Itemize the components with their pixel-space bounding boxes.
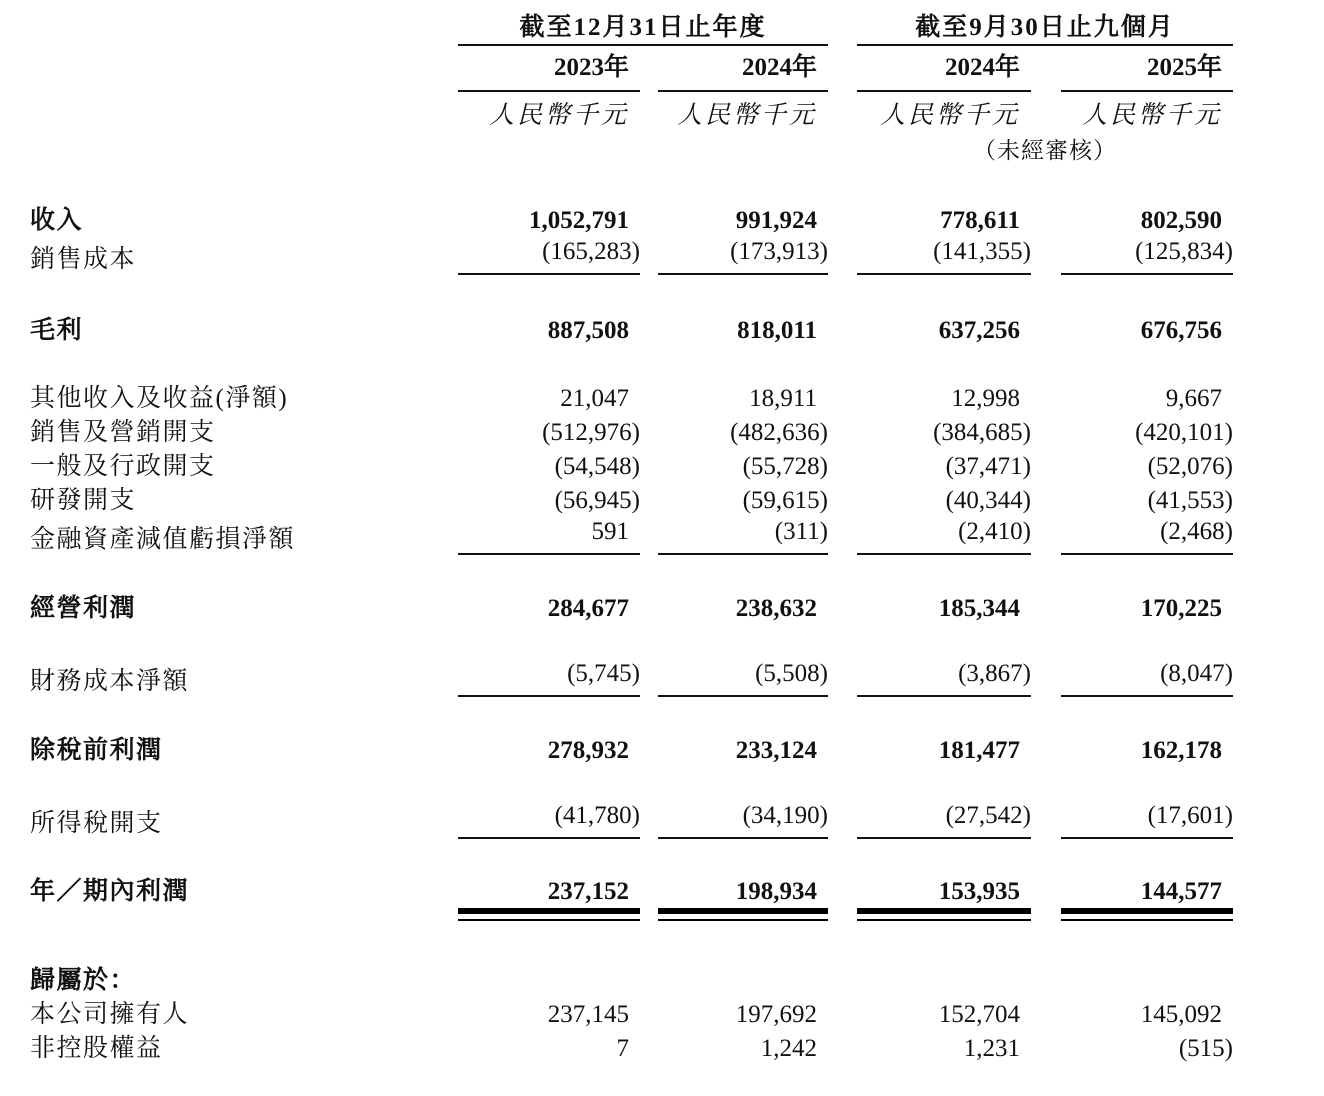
table-row-non-controlling-interests (30, 1031, 1324, 1065)
cell-9m2024: (37,471) (945, 453, 1031, 480)
spacer (30, 625, 1324, 659)
cell-9m2024: 12,998 (951, 385, 1020, 412)
cell-fy2023: 887,508 (547, 317, 629, 344)
spacer (30, 839, 1324, 874)
cell-fy2023: 1,052,791 (529, 207, 629, 234)
year-header-fy2023: 2023年 (458, 46, 640, 92)
cell-9m2025: 144,577 (1140, 878, 1222, 905)
cell-fy2023: 21,047 (560, 385, 629, 412)
table-row-other-income (30, 381, 1324, 415)
table-row-operating-profit (30, 591, 1324, 625)
cell-9m2024: 153,935 (938, 878, 1020, 905)
year-header-row (30, 46, 1324, 92)
table-row-revenue (30, 203, 1324, 237)
row-label: 所得稅開支 (30, 810, 163, 837)
table-row-attributable-to (30, 963, 1324, 997)
table-row-income-tax (30, 801, 1324, 839)
unit-label: 人民幣千元 (1081, 102, 1222, 129)
cell-fy2024: (482,636) (730, 419, 828, 446)
double-rule (458, 908, 640, 921)
cell-9m2024: (27,542) (857, 801, 1031, 839)
cell-fy2024: 1,242 (760, 1035, 817, 1062)
cell-9m2025: (41,553) (1147, 487, 1233, 514)
cell-fy2024: 198,934 (735, 878, 817, 905)
cell-9m2025: 170,225 (1140, 595, 1222, 622)
row-label: 金融資產減值虧損淨額 (30, 526, 296, 553)
row-label: 財務成本淨額 (30, 668, 190, 695)
cell-fy2024: (55,728) (742, 453, 828, 480)
unit-label: 人民幣千元 (879, 102, 1020, 129)
spacer (30, 922, 1324, 963)
table-row-impairment-losses (30, 517, 1324, 555)
cell-9m2024: 637,256 (938, 317, 1020, 344)
row-label: 歸屬於： (30, 967, 137, 994)
row-label: 本公司擁有人 (30, 1001, 190, 1028)
cell-fy2024: 818,011 (737, 317, 817, 344)
cell-fy2023: (5,745) (458, 659, 640, 697)
cell-fy2023: (56,945) (554, 487, 640, 514)
spacer (30, 164, 1324, 203)
spacer (30, 555, 1324, 591)
table-row-research-development (30, 483, 1324, 517)
cell-9m2024: 185,344 (938, 595, 1020, 622)
cell-9m2025: 9,667 (1165, 385, 1222, 412)
period-group-header-row (30, 12, 1324, 46)
cell-fy2023: 278,932 (547, 737, 629, 764)
cell-fy2023: (41,780) (458, 801, 640, 839)
cell-fy2024: 991,924 (735, 207, 817, 234)
row-label: 一般及行政開支 (30, 453, 216, 480)
cell-fy2024: 18,911 (749, 385, 817, 412)
cell-9m2024: 152,704 (938, 1001, 1020, 1028)
table-row-profit-before-tax (30, 733, 1324, 767)
cell-fy2023: 591 (458, 517, 640, 555)
double-rule (658, 908, 828, 921)
cell-9m2024: (2,410) (857, 517, 1031, 555)
cell-9m2024: (384,685) (933, 419, 1031, 446)
cell-fy2023: (165,283) (458, 237, 640, 275)
cell-9m2025: (52,076) (1147, 453, 1233, 480)
cell-9m2025: (17,601) (1061, 801, 1233, 839)
cell-fy2023: 237,152 (547, 878, 629, 905)
table-row-selling-marketing (30, 415, 1324, 449)
cell-9m2025: 802,590 (1140, 207, 1222, 234)
cell-fy2024: (311) (658, 517, 828, 555)
cell-9m2024: 1,231 (963, 1035, 1020, 1062)
table-row-owners-of-company (30, 997, 1324, 1031)
table-row-cost-of-sales (30, 237, 1324, 275)
table-row-general-admin (30, 449, 1324, 483)
period-header-nine-months: 截至9月30日止九個月 (857, 12, 1233, 46)
cell-9m2025: (420,101) (1135, 419, 1233, 446)
double-rule (1061, 908, 1233, 921)
cell-fy2024: (34,190) (658, 801, 828, 839)
cell-9m2024: (40,344) (945, 487, 1031, 514)
row-label: 銷售及營銷開支 (30, 419, 216, 446)
cell-fy2023: 237,145 (547, 1001, 629, 1028)
double-rule (857, 908, 1031, 921)
spacer (30, 767, 1324, 801)
spacer (30, 347, 1324, 381)
row-label: 其他收入及收益(淨額) (30, 385, 289, 412)
cell-9m2025: 676,756 (1140, 317, 1222, 344)
cell-fy2024: (59,615) (742, 487, 828, 514)
cell-fy2023: 7 (616, 1035, 629, 1062)
year-header-fy2024: 2024年 (658, 46, 828, 92)
cell-fy2024: 233,124 (735, 737, 817, 764)
cell-fy2024: (173,913) (658, 237, 828, 275)
year-header-9m2024: 2024年 (857, 46, 1031, 92)
cell-9m2025: (2,468) (1061, 517, 1233, 555)
unit-label: 人民幣千元 (488, 102, 629, 129)
table-row-profit-for-period (30, 874, 1324, 908)
cell-9m2025: (515) (1178, 1035, 1233, 1062)
row-label: 除稅前利潤 (30, 737, 163, 764)
unit-header-row (30, 92, 1324, 136)
row-label: 研發開支 (30, 487, 137, 514)
note-row (30, 136, 1324, 164)
unit-label: 人民幣千元 (676, 102, 817, 129)
cell-9m2024: 181,477 (938, 737, 1020, 764)
row-label: 銷售成本 (30, 246, 137, 273)
spacer (30, 275, 1324, 313)
cell-fy2024: (5,508) (658, 659, 828, 697)
cell-9m2024: (141,355) (857, 237, 1031, 275)
cell-fy2024: 197,692 (735, 1001, 817, 1028)
table-row-gross-profit (30, 313, 1324, 347)
year-header-9m2025: 2025年 (1061, 46, 1233, 92)
cell-9m2025: 145,092 (1140, 1001, 1222, 1028)
unaudited-note: （未經審核） (973, 138, 1117, 163)
period-header-annual: 截至12月31日止年度 (458, 12, 828, 46)
cell-fy2023: 284,677 (547, 595, 629, 622)
total-double-rule-row (30, 908, 1324, 922)
cell-9m2025: 162,178 (1140, 737, 1222, 764)
cell-9m2025: (125,834) (1061, 237, 1233, 275)
row-label: 年／期內利潤 (30, 878, 190, 905)
cell-9m2025: (8,047) (1061, 659, 1233, 697)
cell-fy2024: 238,632 (735, 595, 817, 622)
cell-9m2024: 778,611 (940, 207, 1020, 234)
row-label: 毛利 (30, 317, 84, 344)
row-label: 非控股權益 (30, 1035, 163, 1062)
spacer (30, 697, 1324, 733)
table-row-finance-costs (30, 659, 1324, 697)
cell-fy2023: (54,548) (554, 453, 640, 480)
cell-fy2023: (512,976) (542, 419, 640, 446)
row-label: 經營利潤 (30, 595, 137, 622)
cell-9m2024: (3,867) (857, 659, 1031, 697)
row-label: 收入 (30, 207, 84, 234)
